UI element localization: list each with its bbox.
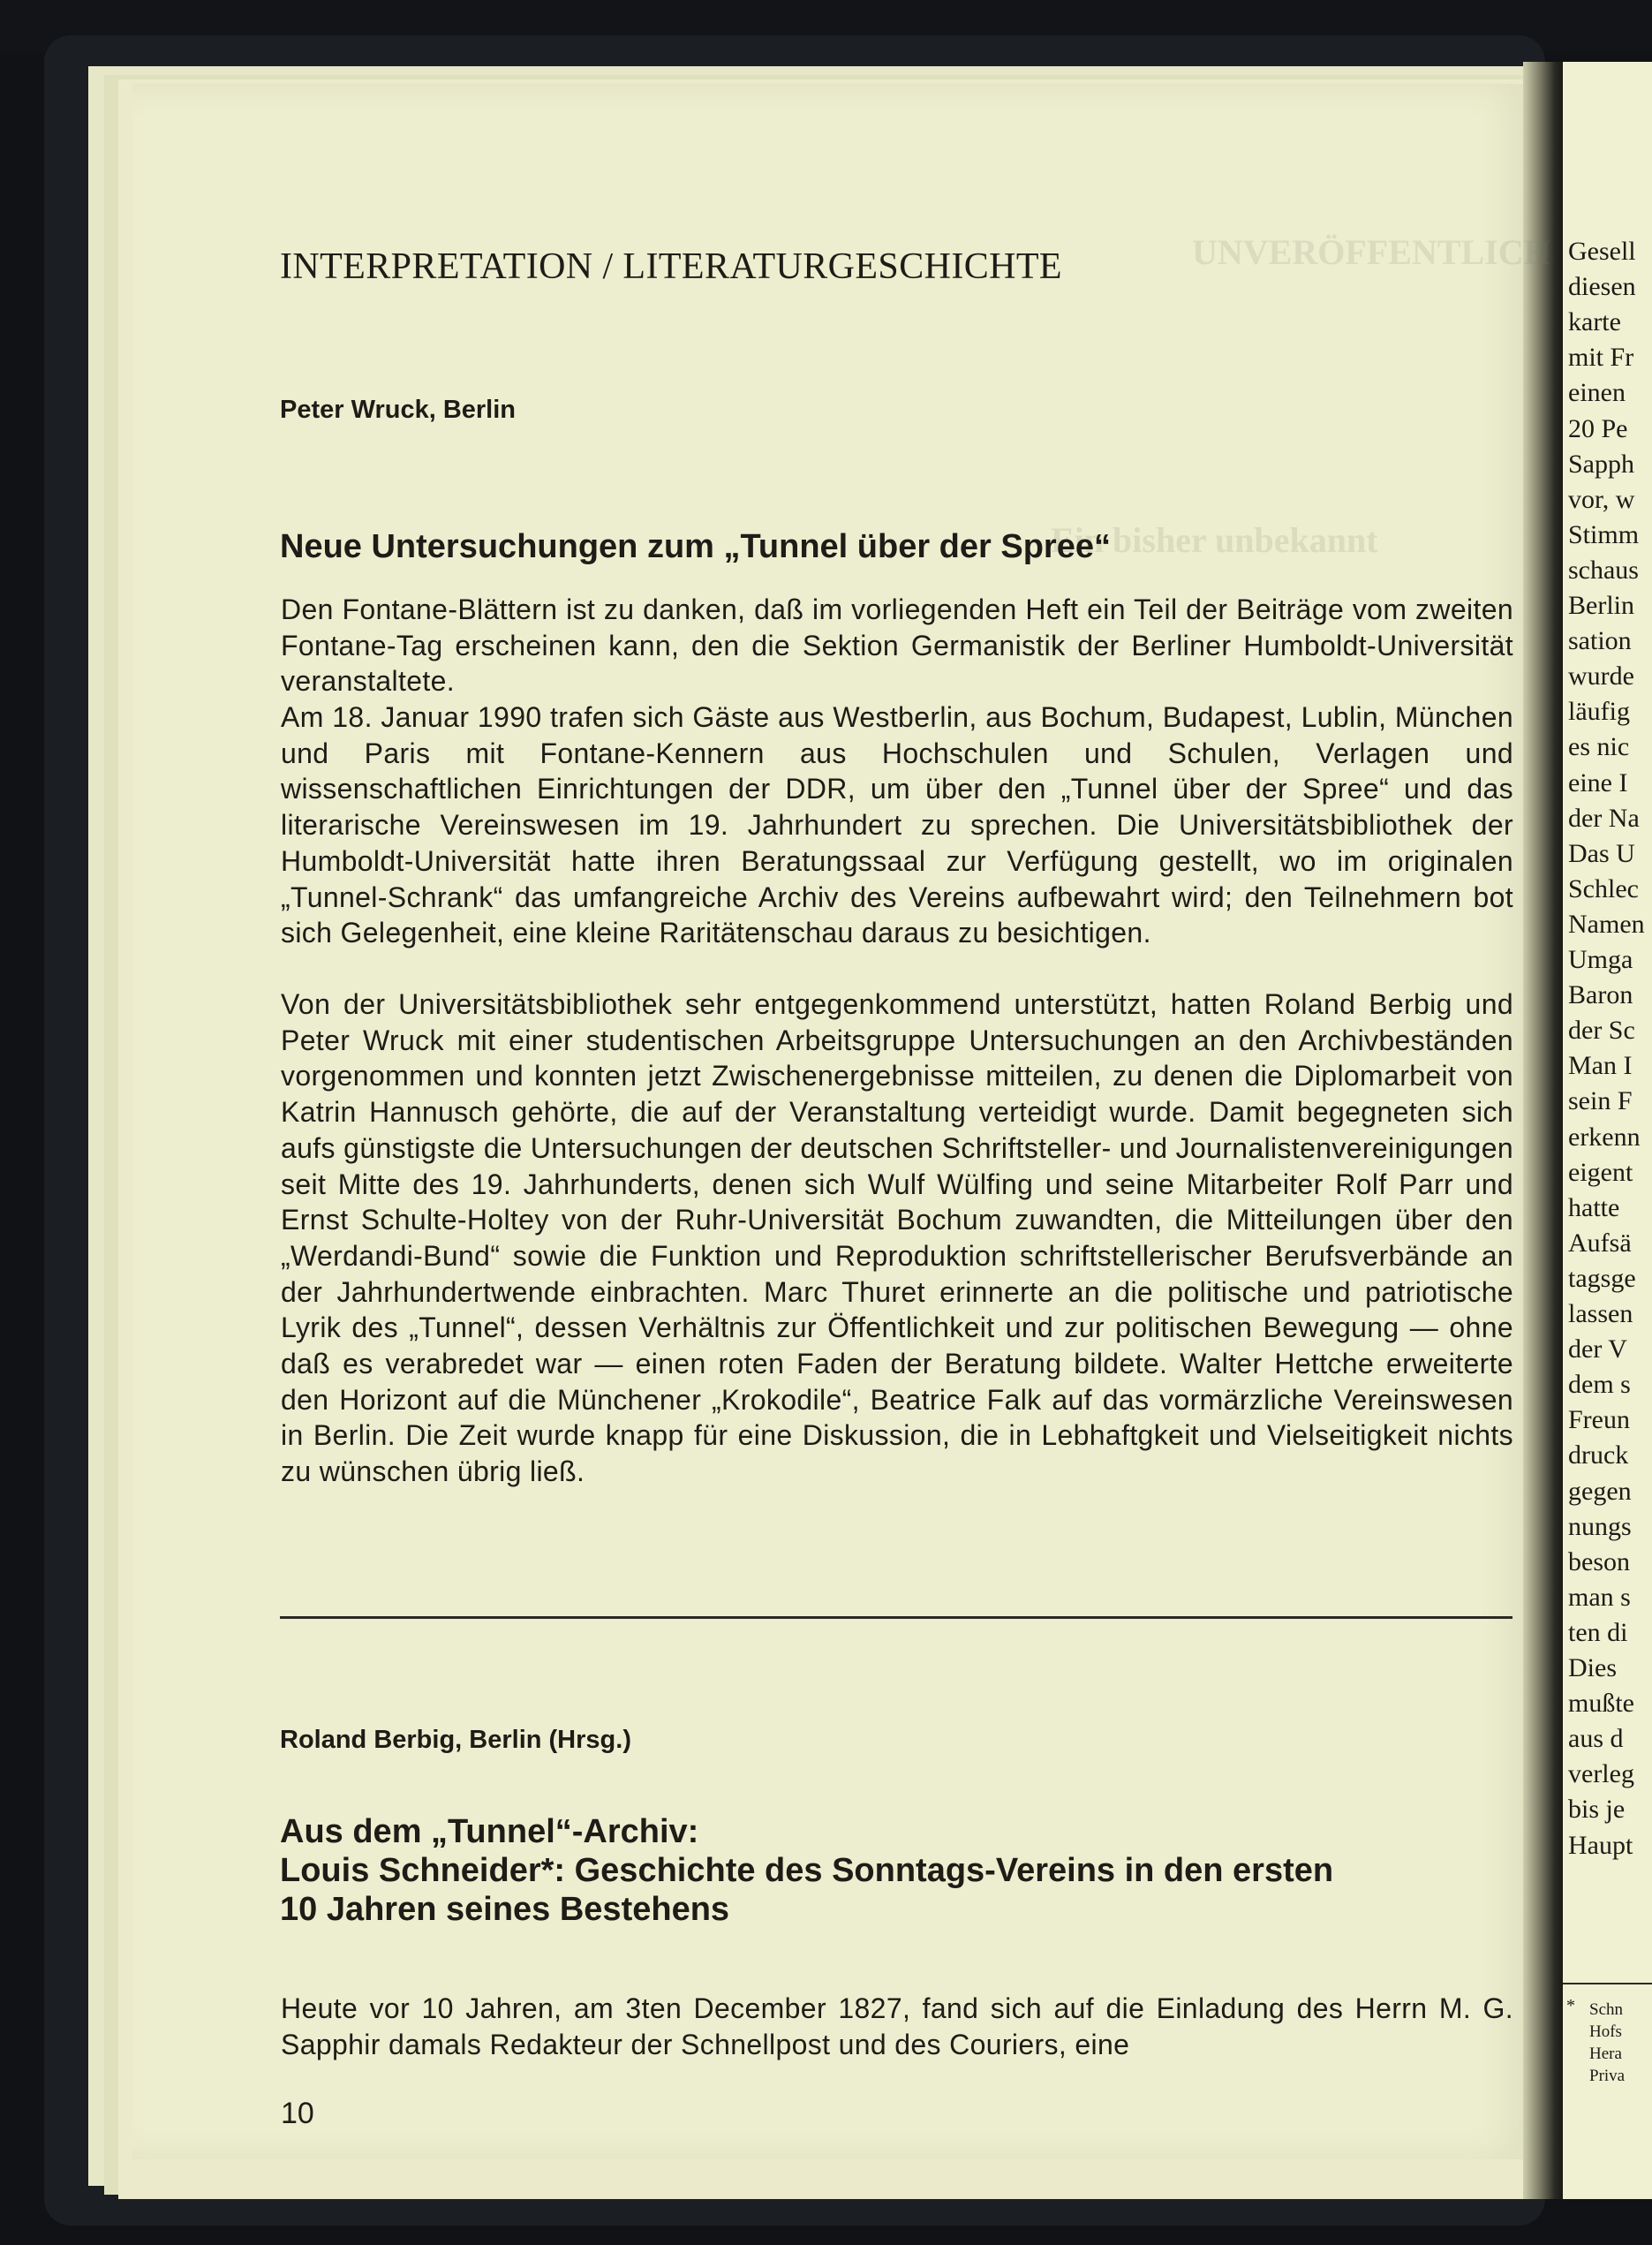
facing-page-line: verleg xyxy=(1568,1759,1634,1789)
facing-page-line: Gesell xyxy=(1568,237,1636,266)
show-through-heading: UNVERÖFFENTLICH xyxy=(1192,232,1551,272)
facing-page-line: Stimm xyxy=(1568,519,1640,549)
facing-page-line: schaus xyxy=(1568,555,1639,585)
facing-page-line: Haupt xyxy=(1568,1830,1633,1860)
facing-page-line: eigent xyxy=(1568,1157,1633,1187)
facing-page-footnote-line: Schn xyxy=(1589,2000,1623,2019)
facing-page-footnote-line: Hofs xyxy=(1589,2022,1622,2041)
article-paragraph: Am 18. Januar 1990 trafen sich Gäste aus Westberlin, aus Bochum, Budapest, Lublin, München und Paris mit Fontane-Kennern aus Hochschulen und Schulen, Verlagen und wissenschaftlichen Einrichtungen der DDR, um über den „Tunnel über der Spree“ und das literarische Vereinswesen im 19. Jahrhundert zu sprechen. Die Universitätsbibliothek der Humboldt-Universität hatte ihren Beratungssaal zur Verfügung gestellt, wo im originalen „Tunnel-Schrank“ das umfangreiche Archiv des Vereins aufbewahrt wird; den Teilnehmern bot sich Gelegenheit, eine kleine Raritätenschau daraus zu besichtigen. xyxy=(281,701,1513,949)
facing-page-line: erkenn xyxy=(1568,1122,1641,1152)
article-title-line: 10 Jahren seines Bestehens xyxy=(280,1891,730,1928)
facing-page-footnote-line: Hera xyxy=(1589,2045,1622,2063)
article-title: Neue Untersuchungen zum „Tunnel über der Spree“ xyxy=(280,528,1111,565)
facing-page-line: es nic xyxy=(1568,732,1630,762)
section-header: INTERPRETATION / LITERATURGESCHICHTE xyxy=(280,246,1062,287)
facing-page-line: läufig xyxy=(1568,697,1630,727)
facing-page xyxy=(1563,62,1652,2199)
facing-page-line: Baron xyxy=(1568,980,1633,1010)
facing-page-footnote-line: Priva xyxy=(1589,2067,1626,2085)
facing-page-line: Freun xyxy=(1568,1405,1630,1435)
facing-page-line: Schlec xyxy=(1568,873,1639,903)
facing-page-line: karte xyxy=(1568,307,1621,337)
facing-page-line: Das U xyxy=(1568,838,1635,868)
show-through-subheading: Ein bisher unbekannt xyxy=(1051,520,1378,560)
facing-page-line: einen xyxy=(1568,378,1626,408)
article-paragraph: Heute vor 10 Jahren, am 3ten December 1827, fand sich auf die Einladung des Herrn M. G. Sapphir damals Redakteur der Schnellpost und des Couriers, eine xyxy=(281,1992,1513,2060)
facing-page-line: dem s xyxy=(1568,1370,1631,1400)
facing-page-line: gegen xyxy=(1568,1476,1632,1506)
facing-page-line: Umga xyxy=(1568,945,1633,974)
article-title-line: Louis Schneider*: Geschichte des Sonntags-Vereins in den ersten xyxy=(280,1852,1334,1889)
facing-page-line: mit Fr xyxy=(1568,343,1634,373)
facing-page-line: beson xyxy=(1568,1546,1630,1576)
facing-page-line: hatte xyxy=(1568,1192,1620,1222)
facing-page-line: der Sc xyxy=(1568,1016,1635,1046)
facing-page-line: Berlin xyxy=(1568,591,1634,620)
facing-page-line: Sapph xyxy=(1568,449,1634,479)
section-divider xyxy=(280,1616,1512,1619)
page-number: 10 xyxy=(281,2097,314,2130)
facing-page-line: lassen xyxy=(1568,1299,1633,1328)
facing-page-line: ten di xyxy=(1568,1617,1628,1647)
facing-page-line: nungs xyxy=(1568,1511,1632,1541)
facing-page-line: mußte xyxy=(1568,1689,1634,1719)
facing-page-line: bis je xyxy=(1568,1795,1626,1825)
article-paragraph: Den Fontane-Blättern ist zu danken, daß im vorliegenden Heft ein Teil der Beiträge vom zweiten Fontane-Tag erscheinen kann, den die Sektion Germanistik der Berliner Humboldt-Universität veranstaltete. xyxy=(281,593,1513,698)
facing-page-line: vor, w xyxy=(1568,484,1635,514)
facing-page-line: man s xyxy=(1568,1582,1631,1612)
facing-page-line: sein F xyxy=(1568,1086,1633,1116)
article-author: Peter Wruck, Berlin xyxy=(280,396,517,424)
facing-page-line: Aufsä xyxy=(1568,1228,1632,1258)
facing-page-line: tagsge xyxy=(1568,1263,1636,1293)
facing-page-line: Man I xyxy=(1568,1051,1633,1081)
facing-page-line: 20 Pe xyxy=(1568,413,1628,443)
facing-page-line: aus d xyxy=(1568,1724,1624,1754)
facing-page-line: eine I xyxy=(1568,767,1628,797)
facing-page-line: der V xyxy=(1568,1334,1627,1364)
book-gutter xyxy=(1523,62,1565,2199)
facing-page-line: druck xyxy=(1568,1440,1629,1470)
facing-page-line: wurde xyxy=(1568,661,1634,692)
facing-page-line: diesen xyxy=(1568,272,1636,302)
facing-page-line: der Na xyxy=(1568,803,1640,833)
facing-page-line: Namen xyxy=(1568,909,1645,939)
article-author: Roland Berbig, Berlin (Hrsg.) xyxy=(280,1726,631,1754)
footnote-rule xyxy=(1563,1983,1652,1984)
footnote-marker: * xyxy=(1566,1996,1575,2015)
facing-page-line: Dies xyxy=(1568,1653,1617,1682)
article-title-line: Aus dem „Tunnel“-Archiv: xyxy=(280,1813,699,1850)
article-paragraph: Von der Universitätsbibliothek sehr entgegenkommend unterstützt, hatten Roland Berbig und Peter Wruck mit einer studentischen Arbeitsgruppe Untersuchungen an den Archivbeständen vorgenommen und konnten jetzt Zwischenergebnisse mitteilen, zu denen die Diplomarbeit von Katrin Hannusch gehörte, die auf der Veranstaltung verteidigt wurde. Damit begegneten sich aufs günstigste die Untersuchungen der deutschen Schriftsteller- und Journalistenvereinigungen seit Mitte des 19. Jahrhunderts, denen sich Wulf Wülfing und seine Mitarbeiter Rolf Parr und Ernst Schulte-Holtey von der Ruhr-Universität Bochum zuwandten, die Mitteilungen über den „Werdandi-Bund“ sowie die Funktion und Reproduktion schriftstellerischer Berufsverbände an der Jahrhundertwende einbrachten. Marc Thuret erinnerte an die politische und patriotische Lyrik des „Tunnel“, dessen Verhältnis zur Öffentlichkeit und zur politischen Bewegung — ohne daß es verabredet war — einen roten Faden der Beratung bildete. Walter Hettche erweiterte den Horizont auf die Münchener „Krokodile“, Beatrice Falk auf das vormärzliche Vereinswesen in Berlin. Die Zeit wurde knapp für eine Diskussion, die in Lebhaftgkeit und Vielseitigkeit nichts zu wünschen übrig ließ. xyxy=(281,988,1513,1488)
facing-page-line: sation xyxy=(1568,626,1632,656)
